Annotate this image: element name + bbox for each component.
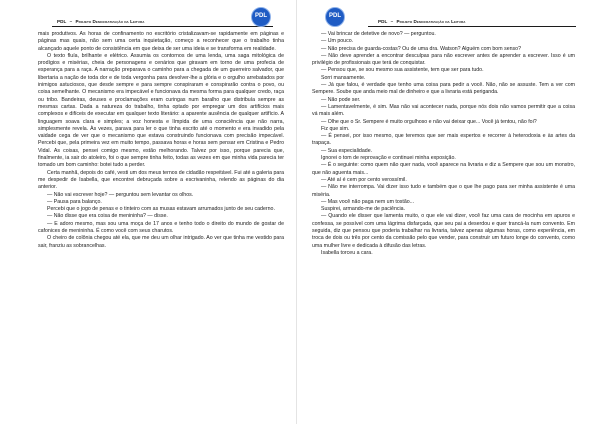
- paragraph: — Pausa para balanço.: [47, 198, 102, 205]
- header-separator: –: [390, 19, 394, 24]
- header-brand: PDL: [57, 19, 67, 24]
- paragraph: Suspirei, armando-me de paciência.: [321, 206, 406, 213]
- right-page: [300, 0, 590, 424]
- left-page: [0, 0, 290, 424]
- header-separator: –: [69, 19, 73, 24]
- header-title: Projeto Democratização da Leitura: [75, 19, 145, 24]
- pdl-logo-icon: PDL: [251, 7, 271, 27]
- paragraph: — Quando ele disser que lamenta muito, o que ele vai dizer, você faz uma cara de mocinha em apuros e confessa, se possível com uma lágrima disfarçada, que seu pai a deserdou e quer trancá-la num convento. Em seguida, diz que pensou que poderia trabalhar na livraria, talvez apenas algumas horas, como experiência, em troca de dois ou três por cento da comissão pelo que vender, para construir um futuro longe do convento, como uma mulher livre e dedicada à difusão das letras.: [312, 213, 575, 249]
- header-rule: [368, 26, 576, 27]
- paragraph: — Sua especialidade.: [321, 147, 373, 154]
- paragraph: O cheiro de colônia chegou até ela, que me deu um olhar intrigado. Ao ver que tinha me vestido para sair, franziu as sobrancelhas.: [38, 235, 284, 249]
- paragraph: Sorri mansamente.: [321, 74, 366, 81]
- left-page-header: [57, 19, 144, 24]
- paragraph: — Pensou que, se sou mesmo sua assistente, tem que ser para tudo.: [321, 67, 484, 74]
- header-title: Projeto Democratização da Leitura: [396, 19, 466, 24]
- paragraph: Percebi que o jogo de penas e o tinteiro com as musas estavam arrumados junto de seu caderno.: [47, 206, 275, 213]
- page-gutter: [296, 0, 297, 424]
- paragraph: — Não me interrompa. Vai dizer isso tudo e também que o que lhe pago para ser minha assistente é uma miséria.: [312, 184, 575, 198]
- paragraph: — É pensei, por isso mesmo, que teremos que ser mais espertos e recorrer à heterodoxia e às artes da trapaça.: [312, 133, 575, 147]
- paragraph: — Mas você não paga nem um tostão...: [321, 198, 415, 205]
- paragraph: — E adoro mesmo, mas sou uma moça de 17 anos e tenho todo o direito do mundo de gostar de cafonices de menininha. É como você com seus charutos.: [38, 220, 284, 235]
- paragraph: — Um pouco.: [321, 38, 354, 45]
- paragraph: — Já que falou, é verdade que tenho uma coisa para pedir a você. Não, não se assuste. Tem a ver com Sempere. Soube que anda meio mal de dinheiro e que a livraria está periganda.: [312, 82, 575, 96]
- paragraph: Isabella torceu a cara.: [321, 249, 373, 256]
- paragraph: — Não pode ser.: [321, 96, 361, 103]
- header-brand: PDL: [378, 19, 388, 24]
- paragraph: — Até aí é cem por cento verossímil.: [321, 176, 407, 183]
- paragraph: — É o seguinte: como quem não quer nada, você aparece na livraria e diz a Sempere que sou um monstro, que não aguenta mais...: [312, 162, 575, 176]
- pdl-logo-icon: PDL: [325, 7, 345, 27]
- paragraph: Ignorei o tom de reprovação e continuei minha exposição.: [321, 155, 456, 162]
- paragraph: — Não vai escrever hoje? — perguntou sem levantar os olhos.: [47, 191, 194, 198]
- right-page-body: [312, 31, 575, 257]
- paragraph: — Olhe que o Sr. Sempere é muito orgulhoso e não vai deixar que... Você já tentou, não foi?: [321, 118, 537, 125]
- paragraph: mais produtivos. As horas de confinamento no escritório cristalizavam-se rapidamente em páginas e páginas mas quais, não sem uma certa inquietação, começo a reconhecer que o trabalho tinha alcançado aquele ponto de consistência em que deixa de ser uma ideia e se transforma em realidade.: [38, 31, 284, 52]
- header-rule: [52, 26, 273, 27]
- left-page-body: [38, 31, 284, 250]
- right-page-header: [378, 19, 465, 24]
- paragraph: — Vai brincar de detetive de novo? — perguntou.: [321, 31, 436, 37]
- paragraph: Fiz que sim.: [321, 125, 350, 132]
- paragraph: — Lamentavelmente, é sim. Mas não vai acontecer nada, porque nós dois não vamos permitir que a coisa vá mais além.: [312, 103, 575, 118]
- paragraph: — Não deve aprender a encontrar desculpas para não escrever antes de aprender a escrever. Isso é um privilégio de profissionais que terá de conquistar.: [312, 52, 575, 67]
- paragraph: — Não disse que era coisa de menininha? — disse.: [47, 213, 168, 220]
- paragraph: — Não precisa de guarda-costas? Ou de uma dra. Watson? Alguém com bom senso?: [321, 45, 521, 52]
- paragraph: O texto fluía, brilhante e elétrico. Assumia os contornos de uma lenda, uma saga mitológica de prodígios e misérias, cheia de personagens e cenários que giravam em torno de uma profecia de esperança para a raça. A narração preparava o caminho para a chegada de um guerreiro salvador, que libertaria a nação de toda dor e de toda vergonha para devolver-lhe a glória e o orgulho arrebatados por inimigos astuciosos, que desde sempre e para sempre conspiraram e conspirarão contra o povo, ou coisa semelhante. O mecanismo era impecável e funcionava da mesma forma para qualquer credo, raça ou tribo. Bandeiras, deuses e proclamações eram curingas num baralho que distribuía sempre as mesmas cartas. Dada a natureza do trabalho, tinha optado por empregar um dos artifícios mais complexos e difíceis de executar em qualquer texto literário: a aparente ausência de qualquer artifício. A linguagem soava clara e simples; a voz honesta e límpida de uma consciência que não narra, simplesmente revela. Às vezes, parava para ler o que tinha escrito até o momento e era invadido pela vaidade cega de ver que o mecanismo que estava construindo funcionava com precisão impecável. Percebi que, pela primeira vez em muito tempo, passava horas e horas sem pensar em Cristina e Pedro Vidal. As coisas, pensei comigo mesmo, estão melhorando. Talvez por isso, porque parecia que, finalmente, ia sair do atoleiro, foi o que sempre tinha feito, todas as vezes em que minha vida parecia ter tomado um bom caminho: botei tudo a perder.: [38, 52, 284, 169]
- paragraph: Certa manhã, depois do café, vesti um dos meus ternos de cidadão respeitável. Fui até a galeria para me despedir de Isabella, que encontrei debruçada sobre a escrivaninha, relendo as páginas do dia anterior.: [38, 169, 284, 191]
